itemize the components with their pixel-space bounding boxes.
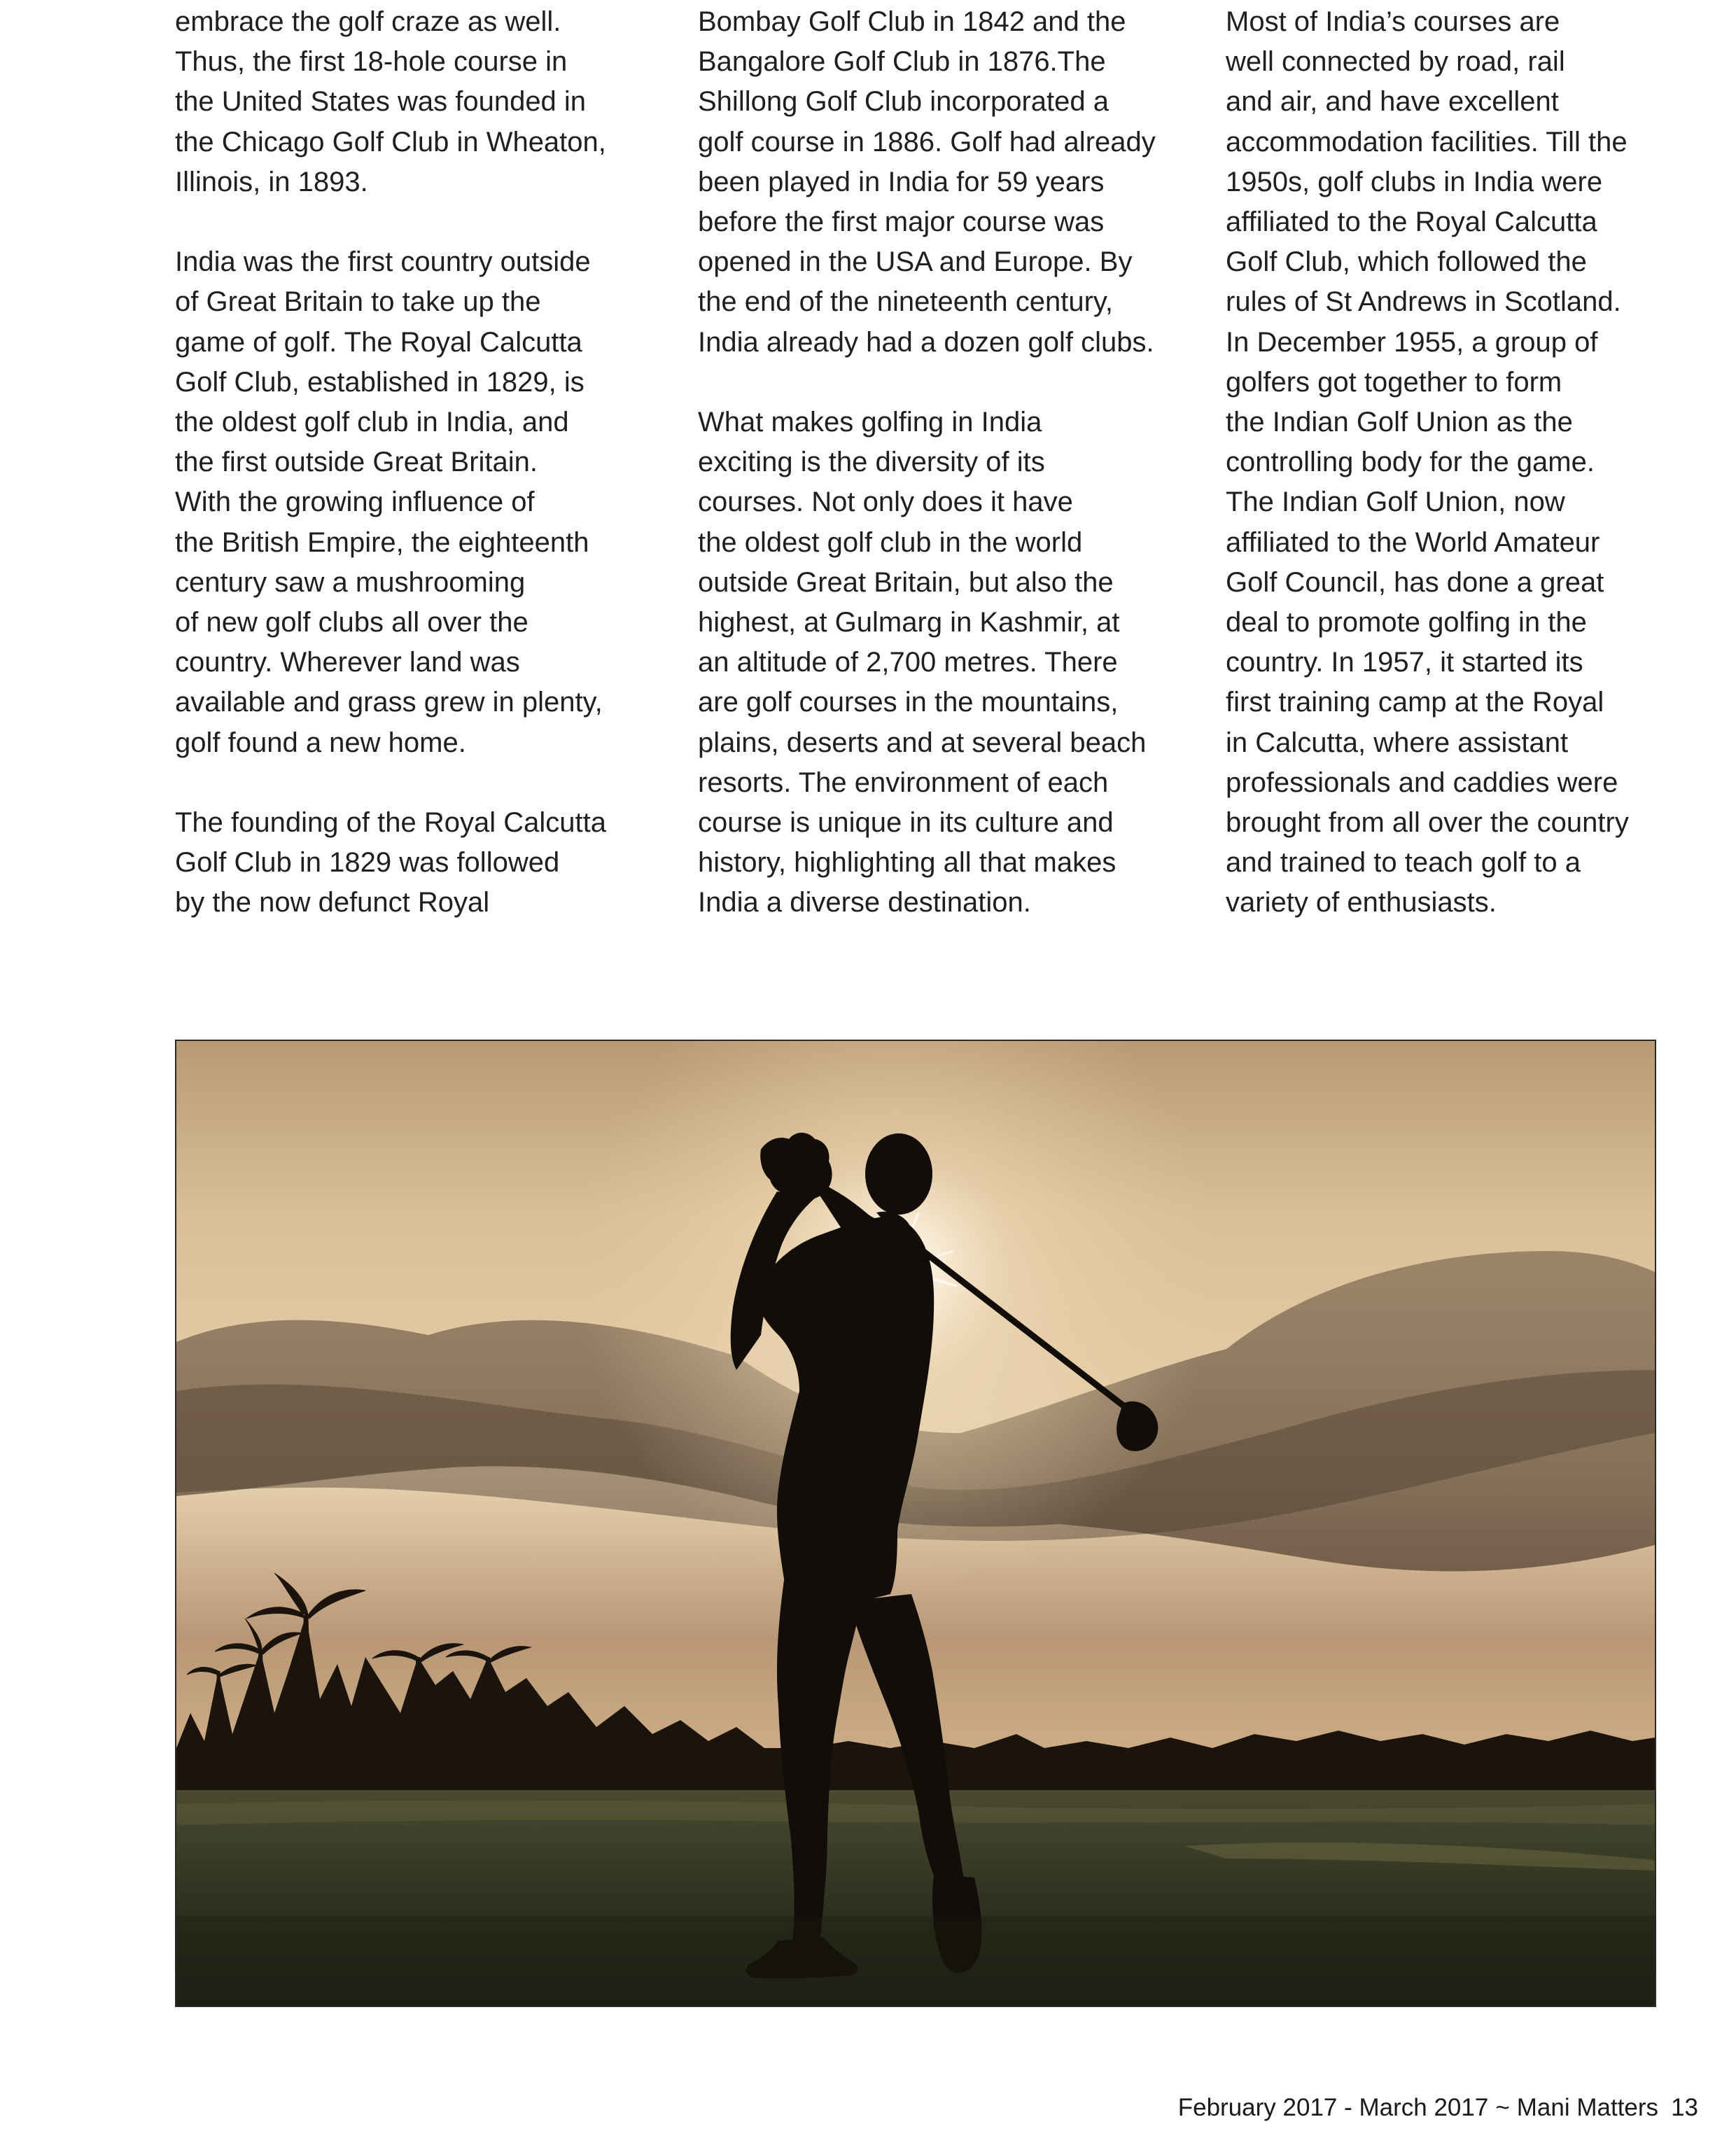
paragraph: The founding of the Royal Calcutta Golf Club in 1829 was followed by the now defunct Royal — [175, 807, 606, 918]
paragraph: What makes golfing in India exciting is the diversity of its courses. Not only does it have the oldest golf club in the world outside Great Britain, but also the highest, at Gulmarg in Kashmir, at an altitude of 2,700 metres. There are golf courses in the mountains, plains, deserts and at several beach resorts. The environment of each course is unique in its culture and history, highlighting all that makes India a diverse destination. — [698, 407, 1147, 918]
golfer-photo — [175, 1040, 1656, 2007]
golfer-silhouette-illustration — [176, 1041, 1655, 2006]
text-column-1 — [175, 2, 665, 923]
paragraph: India was the first country outside of Great Britain to take up the game of golf. The Royal Calcutta Golf Club, established in 1829, is the oldest golf club in India, and the first outside Great Britain. With the growing influence of the British Empire, the eighteenth century saw a mushrooming of new golf clubs all over the country. Wherever land was available and grass grew in plenty, golf found a new home. — [175, 246, 603, 758]
page-footer — [1178, 2094, 1698, 2122]
text-column-3 — [1226, 2, 1730, 923]
page-number: 13 — [1671, 2094, 1698, 2121]
paragraph: Bombay Golf Club in 1842 and the Bangalore Golf Club in 1876.The Shillong Golf Club incorporated a golf course in 1886. Golf had already been played in India for 59 years before the first major course was opened in the USA and Europe. By the end of the nineteenth century, India already had a dozen golf clubs. — [698, 6, 1156, 358]
issue-date: February 2017 - March 2017 — [1177, 2094, 1489, 2121]
paragraph: Most of India’s courses are well connected by road, rail and air, and have excellent accommodation facilities. Till the 1950s, golf clubs in India were affiliated to the Royal Calcutta Golf Club, which followed the rules of St Andrews in Scotland. In December 1955, a group of golfers got together to form the Indian Golf Union as the controlling body for the game. The Indian Golf Union, now affiliated to the World Amateur Golf Council, has done a great deal to promote golfing in the country. In 1957, it started its first training camp at the Royal in Calcutta, where assistant professionals and caddies were brought from all over the country and trained to teach golf to a variety of enthusiasts. — [1226, 6, 1629, 918]
text-column-2 — [698, 2, 1202, 923]
footer-separator: ~ — [1495, 2094, 1510, 2121]
publication-name: Mani Matters — [1516, 2094, 1659, 2121]
paragraph: embrace the golf craze as well. Thus, the first 18-hole course in the United States was founded in the Chicago Golf Club in Wheaton, Illinois, in 1893. — [175, 6, 606, 197]
